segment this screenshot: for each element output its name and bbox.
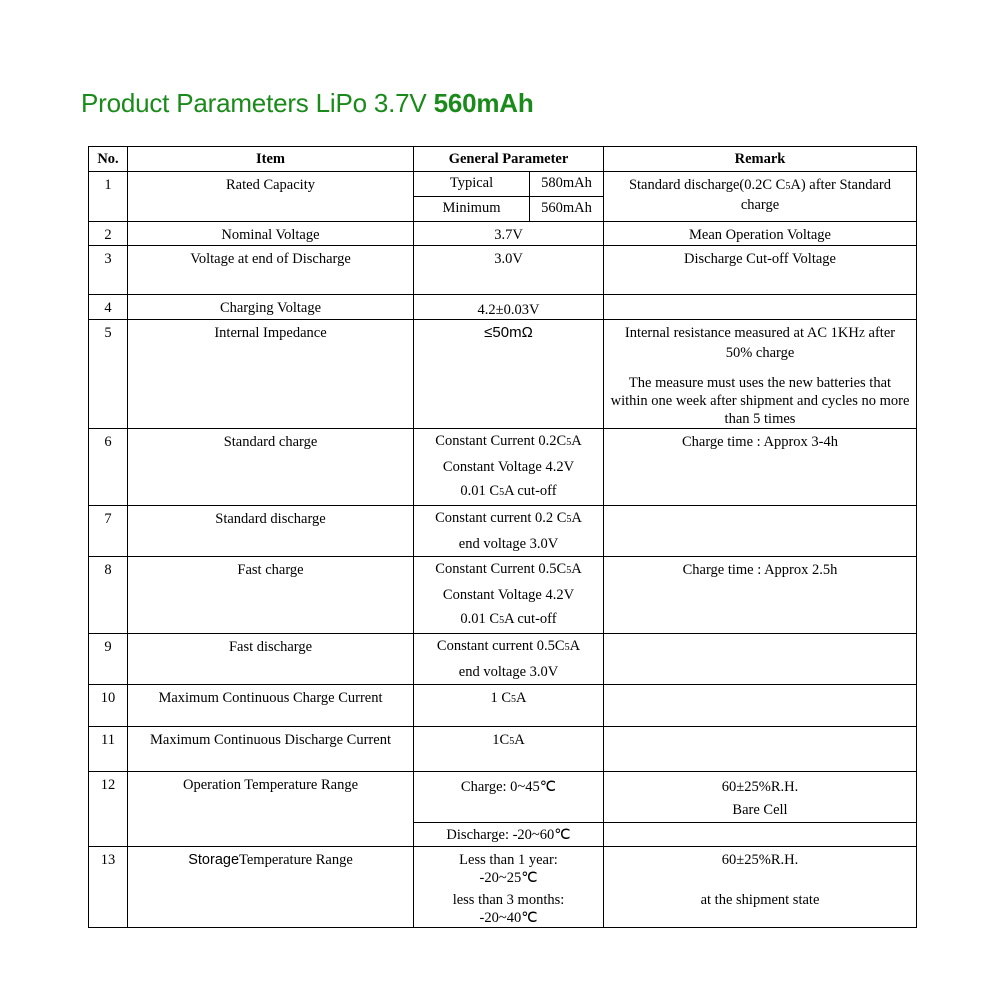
row-item: Standard discharge xyxy=(128,506,414,557)
row-parameter: ≤50mΩ xyxy=(414,320,604,429)
row-remark xyxy=(604,727,917,772)
row-parameter xyxy=(414,634,604,685)
row-item: Operation Temperature Range xyxy=(128,772,414,847)
row-remark xyxy=(604,772,917,823)
row-item: Rated Capacity xyxy=(128,172,414,222)
remark-measure: The measure must uses the new batteries that within one week after shipment and cycles no more than 5 times xyxy=(610,375,910,427)
subscript: 5 xyxy=(785,181,791,192)
row-number: 5 xyxy=(89,320,128,429)
row-number: 6 xyxy=(89,429,128,506)
storage-year: Less than 1 year: -20~25℃ xyxy=(459,852,558,886)
row-remark: Charge time : Approx 3-4h xyxy=(604,429,917,506)
table-row xyxy=(89,506,917,557)
discharge-temperature: Discharge: -20~60℃ xyxy=(414,823,604,847)
row-parameter: 1 C5A xyxy=(414,685,604,727)
header-general-parameter: General Parameter xyxy=(414,147,604,172)
param-line: 0.01 C5A cut-off xyxy=(460,483,557,499)
remark-shipment-state: at the shipment state xyxy=(700,892,820,908)
row-number: 8 xyxy=(89,557,128,634)
remark-text: A) after Standard charge xyxy=(740,177,892,213)
param-line: end voltage 3.0V xyxy=(458,536,559,552)
row-remark xyxy=(604,172,917,222)
table-row xyxy=(89,727,917,772)
row-number: 12 xyxy=(89,772,128,847)
subscript: Z xyxy=(858,329,865,340)
row-parameter xyxy=(414,506,604,557)
row-parameter xyxy=(414,847,604,928)
row-remark xyxy=(604,685,917,727)
remark-humidity: 60±25%R.H. xyxy=(721,779,799,795)
remark-bare-cell: Bare Cell xyxy=(732,802,788,818)
header-no: No. xyxy=(89,147,128,172)
row-remark: Discharge Cut-off Voltage xyxy=(604,246,917,295)
row-number: 9 xyxy=(89,634,128,685)
row-item: Fast discharge xyxy=(128,634,414,685)
title-prefix: Product Parameters LiPo 3.7V xyxy=(81,88,434,118)
row-number: 10 xyxy=(89,685,128,727)
param-line: Constant Voltage 4.2V xyxy=(442,459,575,475)
minimum-value: 560mAh xyxy=(530,197,604,222)
page-title xyxy=(81,88,534,119)
param-line: end voltage 3.0V xyxy=(458,664,559,680)
item-storage: Storage xyxy=(188,852,240,868)
row-number: 1 xyxy=(89,172,128,222)
table-row xyxy=(89,246,917,295)
row-item: Standard charge xyxy=(128,429,414,506)
typical-value: 580mAh xyxy=(530,172,604,197)
row-number: 11 xyxy=(89,727,128,772)
row-number: 2 xyxy=(89,222,128,246)
row-number: 3 xyxy=(89,246,128,295)
row-number: 13 xyxy=(89,847,128,928)
parameters-table xyxy=(88,146,917,928)
remark-text: Internal resistance measured at AC 1KH xyxy=(624,325,859,341)
param-line: Constant current 0.5C5A xyxy=(436,638,581,654)
row-item: Maximum Continuous Discharge Current xyxy=(128,727,414,772)
param-line: Constant current 0.2 C5A xyxy=(435,510,582,526)
title-capacity: 560mAh xyxy=(433,88,534,118)
row-parameter xyxy=(414,429,604,506)
table-row xyxy=(89,172,917,197)
param-line: Constant Current 0.2C5A xyxy=(435,433,582,449)
row-item xyxy=(128,847,414,928)
row-number: 4 xyxy=(89,295,128,320)
table-row xyxy=(89,685,917,727)
storage-months: less than 3 months: -20~40℃ xyxy=(452,892,565,926)
param-line: 0.01 C5A cut-off xyxy=(460,611,557,627)
table-row xyxy=(89,320,917,429)
remark-humidity: 60±25%R.H. xyxy=(721,852,799,868)
row-remark xyxy=(604,320,917,429)
table-row xyxy=(89,772,917,823)
table-row xyxy=(89,222,917,246)
remark-text: Standard discharge(0.2C C xyxy=(628,177,786,193)
header-row xyxy=(89,147,917,172)
row-parameter: 3.7V xyxy=(414,222,604,246)
table-row xyxy=(89,847,917,928)
row-remark xyxy=(604,847,917,928)
item-temperature: Temperature Range xyxy=(239,852,353,868)
typical-label: Typical xyxy=(414,172,530,197)
table-row xyxy=(89,429,917,506)
row-item: Internal Impedance xyxy=(128,320,414,429)
row-remark xyxy=(604,295,917,320)
row-parameter: 4.2±0.03V xyxy=(414,295,604,320)
row-remark: Mean Operation Voltage xyxy=(604,222,917,246)
param-line: Constant Voltage 4.2V xyxy=(442,587,575,603)
row-item: Nominal Voltage xyxy=(128,222,414,246)
row-remark-empty xyxy=(604,823,917,847)
row-parameter: 1C5A xyxy=(414,727,604,772)
row-number: 7 xyxy=(89,506,128,557)
row-item: Voltage at end of Discharge xyxy=(128,246,414,295)
row-remark xyxy=(604,634,917,685)
charge-temperature: Charge: 0~45℃ xyxy=(414,772,604,823)
row-parameter xyxy=(414,557,604,634)
row-item: Maximum Continuous Charge Current xyxy=(128,685,414,727)
row-item: Charging Voltage xyxy=(128,295,414,320)
row-remark: Charge time : Approx 2.5h xyxy=(604,557,917,634)
table-row xyxy=(89,557,917,634)
row-parameter: 3.0V xyxy=(414,246,604,295)
row-remark xyxy=(604,506,917,557)
header-item: Item xyxy=(128,147,414,172)
header-remark: Remark xyxy=(604,147,917,172)
minimum-label: Minimum xyxy=(414,197,530,222)
remark-resistance xyxy=(610,324,910,362)
remark-text: after 50% charge xyxy=(725,325,896,361)
row-item: Fast charge xyxy=(128,557,414,634)
table-row xyxy=(89,634,917,685)
param-line: Constant Current 0.5C5A xyxy=(435,561,582,577)
table-row xyxy=(89,295,917,320)
